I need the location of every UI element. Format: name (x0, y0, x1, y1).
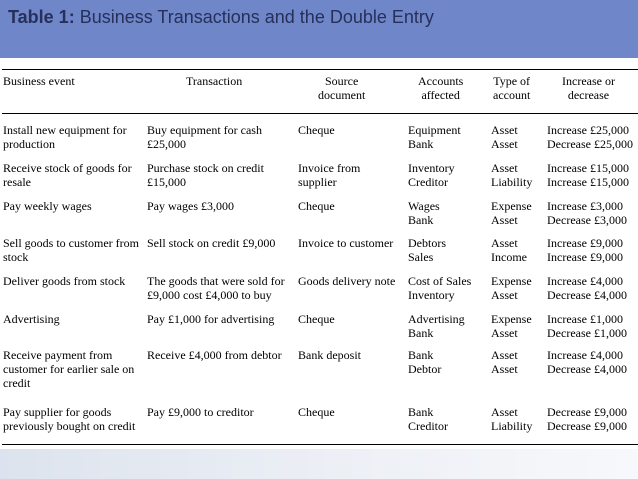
header-increase-or-decrease: Increase or decrease (562, 74, 615, 102)
cell-source-document: Cheque (298, 312, 335, 326)
header-type-of-account: Type of account (493, 74, 531, 102)
cell-business-event: Pay supplier for goods previously bought on credit (3, 405, 136, 433)
cell-source-document: Invoice to customer (298, 236, 394, 250)
header-source-document: Source document (318, 74, 366, 102)
title-prefix: Table 1: (8, 7, 75, 27)
cell-business-event: Sell goods to customer from stock (3, 236, 139, 264)
cell-accounts-affected: Debtors Sales (408, 236, 446, 264)
cell-increase-or-decrease: Increase £15,000 Increase £15,000 (547, 161, 629, 189)
cell-type-of-account: Asset Asset (491, 348, 518, 376)
title-text: Business Transactions and the Double Entry (74, 7, 434, 27)
cell-business-event: Receive stock of goods for resale (3, 161, 132, 189)
cell-source-document: Invoice from supplier (298, 161, 361, 189)
cell-source-document: Bank deposit (298, 348, 361, 362)
slide-footer-background (0, 449, 638, 479)
cell-type-of-account: Asset Liability (491, 161, 533, 189)
cell-type-of-account: Expense Asset (491, 274, 532, 302)
cell-business-event: Advertising (3, 312, 60, 326)
slide-title (8, 7, 434, 28)
cell-transaction: Purchase stock on credit £15,000 (147, 161, 264, 189)
cell-business-event: Pay weekly wages (3, 199, 92, 213)
cell-increase-or-decrease: Increase £9,000 Increase £9,000 (547, 236, 623, 264)
cell-source-document: Cheque (298, 405, 335, 419)
cell-transaction: Pay wages £3,000 (147, 199, 234, 213)
cell-transaction: Receive £4,000 from debtor (147, 348, 282, 362)
cell-transaction: Pay £1,000 for advertising (147, 312, 275, 326)
cell-business-event: Install new equipment for production (3, 123, 127, 151)
cell-increase-or-decrease: Increase £4,000 Decrease £4,000 (547, 274, 627, 302)
cell-increase-or-decrease: Increase £4,000 Decrease £4,000 (547, 348, 627, 376)
title-bar (0, 0, 638, 58)
header-business-event: Business event (3, 74, 75, 88)
cell-increase-or-decrease: Decrease £9,000 Decrease £9,000 (547, 405, 627, 433)
cell-transaction: Buy equipment for cash £25,000 (147, 123, 262, 151)
cell-type-of-account: Asset Income (491, 236, 527, 264)
cell-accounts-affected: Equipment Bank (408, 123, 461, 151)
cell-transaction: The goods that were sold for £9,000 cost £4,000 to buy (147, 274, 285, 302)
cell-type-of-account: Asset Asset (491, 123, 518, 151)
table-header-rule (2, 113, 638, 114)
cell-accounts-affected: Wages Bank (408, 199, 440, 227)
cell-source-document: Cheque (298, 199, 335, 213)
cell-type-of-account: Expense Asset (491, 199, 532, 227)
cell-accounts-affected: Bank Debtor (408, 348, 442, 376)
cell-accounts-affected: Inventory Creditor (408, 161, 455, 189)
cell-accounts-affected: Bank Creditor (408, 405, 448, 433)
cell-accounts-affected: Cost of Sales Inventory (408, 274, 472, 302)
cell-increase-or-decrease: Increase £1,000 Decrease £1,000 (547, 312, 627, 340)
cell-transaction: Pay £9,000 to creditor (147, 405, 254, 419)
table-bottom-rule (2, 444, 638, 445)
table-top-rule (2, 69, 638, 70)
cell-business-event: Deliver goods from stock (3, 274, 126, 288)
cell-business-event: Receive payment from customer for earlier sale on credit (3, 348, 135, 390)
cell-increase-or-decrease: Increase £3,000 Decrease £3,000 (547, 199, 627, 227)
cell-source-document: Cheque (298, 123, 335, 137)
cell-transaction: Sell stock on credit £9,000 (147, 236, 276, 250)
cell-type-of-account: Asset Liability (491, 405, 533, 433)
header-transaction: Transaction (186, 74, 243, 88)
cell-accounts-affected: Advertising Bank (408, 312, 465, 340)
cell-type-of-account: Expense Asset (491, 312, 532, 340)
cell-increase-or-decrease: Increase £25,000 Decrease £25,000 (547, 123, 633, 151)
header-accounts-affected: Accounts affected (418, 74, 464, 102)
cell-source-document: Goods delivery note (298, 274, 396, 288)
